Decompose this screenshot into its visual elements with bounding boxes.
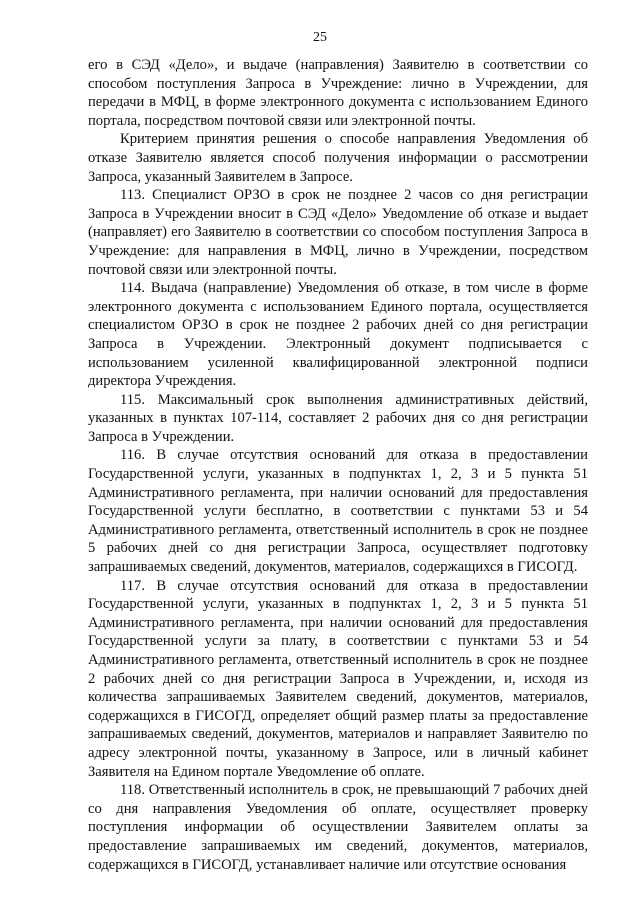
paragraph-115: 115. Максимальный срок выполнения административных действий, указанных в пунктах 107-114, составляет 2 рабочих дня со дня регистрации Запроса в Учреждении.	[88, 391, 588, 445]
paragraph-114: 114. Выдача (направление) Уведомления об отказе, в том числе в форме электронного документа с использованием Единого портала, осуществляется специалистом ОРЗО в срок не позднее 2 рабочих дней со дня регистрации Запроса в Учреждении. Электронный документ подписывается с использованием усиленной квалифицированной электронной подписи директора Учреждения.	[88, 280, 588, 390]
paragraph-criterion: Критерием принятия решения о способе направления Уведомления об отказе Заявителю является способ получения информации о рассмотрении Запроса, указанный Заявителем в Запросе.	[88, 131, 588, 185]
paragraph-117: 117. В случае отсутствия оснований для отказа в предоставлении Государственной услуги, указанных в подпунктах 1, 2, 3 и 5 пункта 51 Административного регламента, при наличии оснований для предоставления Государственной услуги за плату, в соответствии с пунктами 53 и 54 Административного регламента, ответственный исполнитель в срок не позднее 2 рабочих дней со дня регистрации Запроса в Учреждении, и, исходя из количества запрашиваемых Заявителем сведений, документов, материалов, содержащихся в ГИСОГД, определяет общий размер платы за предоставление запрашиваемых сведений, документов, материалов и направляет Заявителю по адресу электронной почты, указанному в Запросе, или в личный кабинет Заявителя на Едином портале Уведомление об оплате.	[88, 577, 588, 780]
paragraph-118: 118. Ответственный исполнитель в срок, не превышающий 7 рабочих дней со дня направления Уведомления об оплате, осуществляет проверку поступления информации об осуществлении Заявителем оплаты за предоставление запрашиваемых им сведений, документов, материалов, содержащихся в ГИСОГД, устанавливает наличие или отсутствие основания	[88, 782, 588, 873]
document-body	[88, 56, 588, 874]
page-number: 25	[313, 30, 327, 45]
paragraph-continuation: его в СЭД «Дело», и выдаче (направления) Заявителю в соответствии со способом поступления Запроса в Учреждение: лично в Учреждении, для передачи в МФЦ, в форме электронного документа с использованием Единого портала, посредством почтовой связи или электронной почты.	[88, 57, 588, 129]
paragraph-113: 113. Специалист ОРЗО в срок не позднее 2 часов со дня регистрации Запроса в Учреждении вносит в СЭД «Дело» Уведомление об отказе и выдает (направляет) его Заявителю в соответствии со способом поступления Запроса в Учреждение: для направления в МФЦ, лично в Учреждении, посредством почтовой связи или электронной почты.	[88, 187, 588, 278]
paragraph-116: 116. В случае отсутствия оснований для отказа в предоставлении Государственной услуги, указанных в подпунктах 1, 2, 3 и 5 пункта 51 Административного регламента, при наличии оснований для предоставления Государственной услуги бесплатно, в соответствии с пунктами 53 и 54 Административного регламента, ответственный исполнитель в срок не позднее 5 рабочих дней со дня регистрации Запроса, осуществляет подготовку запрашиваемых сведений, документов, материалов, содержащихся в ГИСОГД.	[88, 447, 588, 576]
